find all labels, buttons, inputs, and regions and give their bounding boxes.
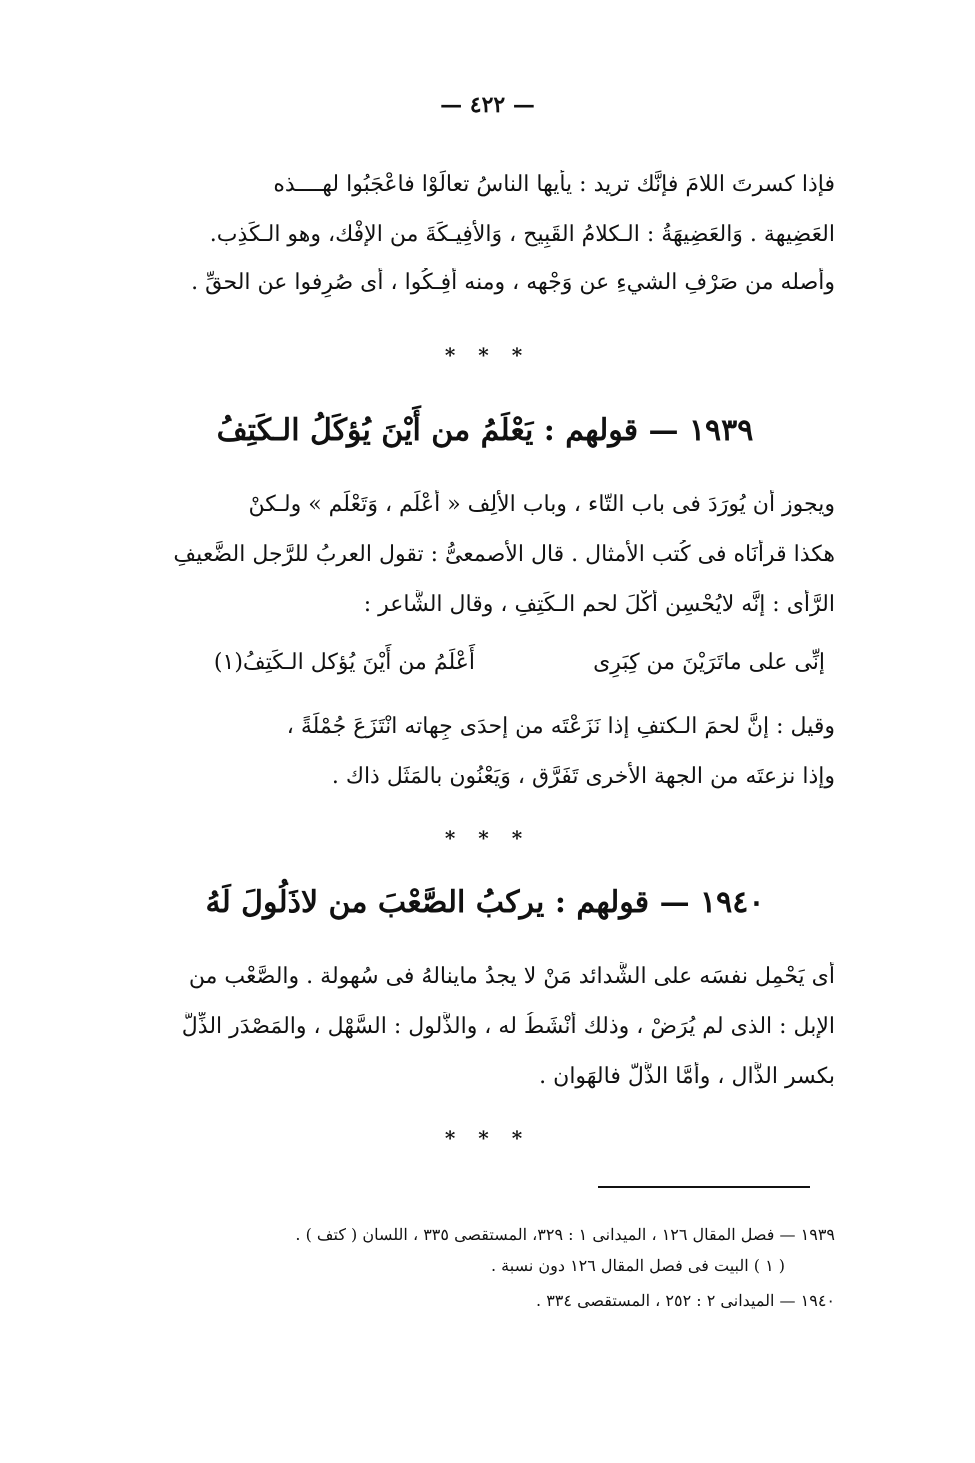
verse-hemistich-2: أَعْلَمُ من أَيْنَ يُؤكل الـكَتِفُ(١) xyxy=(213,650,475,675)
paragraph-line: ويجوز أن يُورَدَ فى باب التّاء ، وباب الألِف « أَعْلَم ، وَتَعْلَم » ولـكنْ xyxy=(248,492,835,517)
footnote-1939: ١٩٣٩ — فصل المقال ١٢٦ ، الميدانى ١ : ٣٢٩، المستقصى ٣٣٥ ، اللسان ( كتف ) . xyxy=(295,1225,835,1244)
section-separator: * * * xyxy=(444,826,531,850)
paragraph-line: فإذا كسرتَ اللامَ فإنَّك تريد : يأيها الناسُ تعالَوْا فاعْجَبُوا لهــــذه xyxy=(273,172,835,197)
footnote-rule xyxy=(598,1186,810,1188)
paragraph-line: وأصله من صَرْفِ الشيءِ عن وَجْهه ، ومنه أُفِـكُوا ، أى صُرِفوا عن الحقِّ . xyxy=(191,270,835,295)
paragraph-line: الإبل : الذى لم يُرَضْ ، وذلك أَنْشَطُ له ، والذَّلول : السَّهْل ، والمَصْدَر الذِّلُّ xyxy=(181,1014,835,1039)
entry-heading-1939: ١٩٣٩ — قولهم : يَعْلَمُ من أَيْنَ يُؤكَلُ الـكَتِفُ xyxy=(216,413,754,448)
paragraph-line: وإذا نزعتَه من الجهة الأخرى تَفَرَّق ، وَيَعْنُون بالمَثَل ذاك . xyxy=(331,764,835,789)
section-separator: * * * xyxy=(444,1126,531,1150)
paragraph-line: العَضِيهة . وَالعَضِيهَةُ : الـكلامُ القَبِيح ، وَالأَفِيـكَةَ من الإفْك، وهو الـكَذِب. xyxy=(209,222,835,247)
page-number: — ٤٢٢ — xyxy=(440,92,535,118)
paragraph-line: وقيل : إنَّ لحمَ الـكتفِ إذا نَزَعْتَه من إحدَى جِهاته انْتَزَعَ جُمْلَةً ، xyxy=(286,714,835,739)
footnote-verse-source: ( ١ ) البيت فى فصل المقال ١٢٦ دون نسبة . xyxy=(490,1256,785,1275)
section-separator: * * * xyxy=(444,343,531,367)
paragraph-line: أى يَحْمِل نفسَه على الشَّدائد مَنْ لا يجدُ ماينالهُ فى سُهولة . والصَّعْب من xyxy=(188,964,835,989)
verse-hemistich-1: إنِّى على ماتَرَيْنَ من كِبَرِى xyxy=(593,650,825,675)
footnote-1940: ١٩٤٠ — الميدانى ٢ : ٢٥٢ ، المستقصى ٣٣٤ . xyxy=(536,1291,835,1310)
paragraph-line: هكذا قرأْنَاه فى كُتب الأمثال . قال الأصمعىُّ : تقول العربُ للرَّجل الضَّعيفِ xyxy=(173,542,835,567)
entry-heading-1940: ١٩٤٠ — قولهم : يركبُ الصَّعْبَ من لاذَلُولَ لَهُ xyxy=(205,885,765,920)
paragraph-line: بكسر الذَّال ، وأمَّا الذُّلّ فالهَوان . xyxy=(539,1064,835,1089)
paragraph-line: الرَّأى : إنَّه لايُحْسِن أَكْلَ لحم الـكَتِفِ ، وقال الشَّاعر : xyxy=(363,592,835,617)
